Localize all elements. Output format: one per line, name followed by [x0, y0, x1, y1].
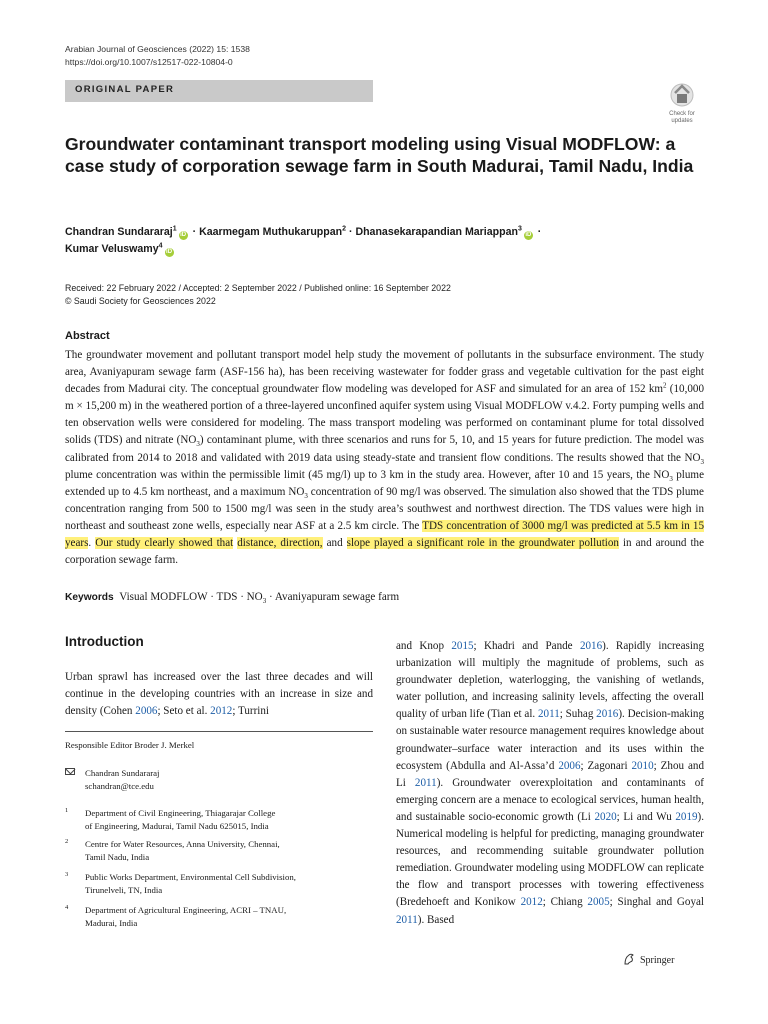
- body-text: ). Decision-making on sustainable water resource management requires knowledge about groundwater–surface water interaction and its uses within the ecosystem (Abdulla and Al-Assa’d: [396, 708, 704, 772]
- author-list: Chandran Sundararaj$^1$ iD · Kaarmegam Muthukaruppan$^2$ · Dhanasekarapandian Mariappan$^3$ iD · Kumar Veluswamy$^4$ iD: [65, 225, 542, 255]
- highlighted-text: TDS concentration of 3000 mg/l was predicted at 5.5 km in 15 years: [65, 519, 704, 550]
- author-name[interactable]: Chandran Sundararaj: [65, 226, 173, 238]
- affiliation-number: 4: [65, 904, 69, 911]
- affiliation-number: 2: [65, 838, 69, 845]
- body-text: ; Zhou and Li: [396, 759, 704, 789]
- corresponding-author-name: Chandran Sundararaj: [85, 768, 160, 778]
- crossmark-line2: updates: [671, 118, 693, 124]
- paper-title: Groundwater contaminant transport modeling using Visual MODFLOW: a case study of corporation sewage farm in South Madurai, Tamil Nadu, India: [65, 134, 694, 176]
- citation-link[interactable]: 2016: [596, 708, 619, 721]
- body-text: Urban sprawl has increased over the last three decades and will continue in the developing countries with an increase in size and density (Cohen: [65, 671, 373, 718]
- author-name[interactable]: Kumar Veluswamy: [65, 243, 159, 255]
- body-text: ). Based: [417, 913, 455, 926]
- citation-link[interactable]: 2012: [210, 705, 233, 718]
- abstract-text: [65, 347, 704, 569]
- article-type-label: ORIGINAL PAPER: [75, 84, 175, 95]
- affiliation-line: of Engineering, Madurai, Tamil Nadu 625015, India: [85, 820, 269, 831]
- abstract-segment: ) contaminant plume, with three scenarios and runs for 5, 10, and 15 years for future prediction. The model was calibrated from 2014 to 2018 and validated with 2019 data using steady-state and transient flow conditions. The results showed that the NO: [65, 434, 704, 464]
- affiliation-line: Tirunelveli, TN, India: [85, 884, 163, 895]
- body-text: ; Singhal and Goyal: [609, 896, 704, 909]
- citation-link[interactable]: 2005: [587, 896, 610, 909]
- citation-link[interactable]: 2006: [135, 705, 158, 718]
- keywords-label: Keywords: [65, 592, 114, 603]
- author-name[interactable]: Kaarmegam Muthukaruppan: [199, 226, 343, 238]
- body-text: ). Rapidly increasing urbanization will multiply the magnitude of problems, such as groundwater depletion, waterlogging, the vanishing of wetlands, water pollution, and increasing salinity levels, affecting the overall quality of urban life (Tian et al.: [396, 640, 704, 721]
- citation-link[interactable]: 2006: [558, 759, 581, 772]
- keywords-text: Visual MODFLOW · TDS · NO: [119, 591, 263, 603]
- highlighted-text: Our study clearly showed that: [95, 537, 234, 550]
- springer-horse-icon: [622, 952, 636, 966]
- author-affiliation-mark: 1: [172, 225, 177, 233]
- body-text: ; Li and Wu: [616, 810, 676, 823]
- citation-link[interactable]: 2016: [579, 640, 603, 652]
- affiliation-line: Public Works Department, Environmental Cell Subdivision,: [85, 872, 296, 882]
- citation-link[interactable]: 2020: [594, 810, 617, 823]
- body-text: ; Zagonari: [580, 759, 632, 772]
- journal-header: [65, 43, 250, 69]
- keywords-text: · Avaniyapuram sewage farm: [266, 591, 400, 603]
- superscript: 2: [663, 381, 667, 390]
- subscript: 3: [304, 491, 308, 500]
- body-text: ; Chiang: [542, 896, 588, 909]
- subscript: 3: [700, 457, 704, 466]
- publication-dates: [65, 282, 451, 307]
- author-affiliation-mark: 4: [158, 242, 163, 250]
- abstract-segment: plume extended up to 4.5 km northeast, and a maximum NO: [65, 468, 704, 498]
- responsible-editor: Responsible Editor Broder J. Merkel: [65, 740, 195, 750]
- doi-link[interactable]: https://doi.org/10.1007/s12517-022-10804-0: [65, 57, 233, 67]
- publisher-logo: [622, 952, 674, 966]
- affiliation-number: 1: [65, 807, 69, 814]
- publisher-name: Springer: [640, 955, 675, 966]
- citation-link[interactable]: 2011: [537, 708, 560, 721]
- abstract-segment: in and around the corporation sewage farm.: [65, 537, 704, 567]
- check-for-updates-badge[interactable]: [662, 82, 702, 126]
- keywords-line: [65, 589, 705, 606]
- copyright-line: © Saudi Society for Geosciences 2022: [65, 295, 216, 306]
- abstract-segment: concentration of 90 mg/l was observed. The simulation also showed that the TDS plume concentration ranging from 500 to 1500 mg/l was seen in the study area’s southwest and northwest direction. The TDS values were high in northeast and southeast zone wells, especially near ASF at a 2.5 km circle. The: [65, 485, 704, 532]
- affiliation-line: Department of Civil Engineering, Thiagarajar College: [85, 808, 276, 818]
- introduction-heading: Introduction: [65, 634, 144, 649]
- journal-citation: Arabian Journal of Geosciences (2022) 15: 1538: [65, 44, 250, 54]
- affiliation-line: Madurai, India: [85, 917, 138, 928]
- body-text: ; Turrini: [232, 705, 270, 718]
- citation-link[interactable]: 2010: [631, 759, 654, 772]
- article-type-banner: [65, 80, 373, 102]
- orcid-icon[interactable]: iD: [180, 232, 187, 238]
- introduction-left-column: [65, 669, 373, 720]
- orcid-icon[interactable]: iD: [166, 249, 173, 255]
- abstract-heading: Abstract: [65, 330, 110, 342]
- affiliation-line: Tamil Nadu, India: [85, 851, 150, 862]
- citation-link[interactable]: 2011: [396, 913, 418, 926]
- author-name[interactable]: Dhanasekarapandian Mariappan: [355, 226, 518, 238]
- subscript: 3: [196, 440, 200, 449]
- crossmark-line1: Check for: [669, 111, 695, 117]
- affiliation-line: Centre for Water Resources, Anna University, Chennai,: [85, 839, 280, 849]
- citation-link[interactable]: 2015: [451, 640, 474, 652]
- received-accepted-published: Received: 22 February 2022 / Accepted: 2 September 2022 / Published online: 16 September 2022: [65, 283, 451, 293]
- body-text: ; Suhag: [559, 708, 597, 721]
- citation-link[interactable]: 2019: [675, 810, 698, 823]
- citation-link[interactable]: 2012: [520, 896, 543, 909]
- affiliation-line: Department of Agricultural Engineering, ACRI – TNAU,: [85, 905, 287, 915]
- subscript: 3: [669, 474, 673, 483]
- abstract-segment: .: [88, 537, 96, 550]
- crossmark-icon: [662, 82, 702, 126]
- body-text: ; Khadri and Pande: [473, 640, 580, 652]
- orcid-icon[interactable]: iD: [525, 232, 532, 238]
- body-text: ). Groundwater overexploitation and contaminants of emerging concern are a menace to ecological services, human health, and sustainable socio-economic growth (Li: [396, 776, 704, 823]
- abstract-segment: plume concentration was within the permissible limit (45 mg/l) up to 3 km in the study area. However, after 10 and 15 years, the NO: [65, 468, 670, 481]
- body-text: ). Numerical modeling is helpful for predicting, managing groundwater resources, and recommending suitable groundwater pollution remediation. Groundwater modeling using MODFLOW can replicate the flow and transport processes with towering effectiveness (Bredehoeft and Konikow: [396, 810, 704, 909]
- author-affiliation-mark: 3: [517, 225, 522, 233]
- envelope-icon: [65, 768, 75, 775]
- affiliation-number: 3: [65, 871, 69, 878]
- subscript: 3: [262, 597, 267, 606]
- introduction-right-column: [396, 638, 704, 929]
- corresponding-author-email[interactable]: schandran@tce.edu: [85, 780, 154, 791]
- abstract-segment: The groundwater movement and pollutant transport model help study the movement of pollutants in the subsurface environment. The study area, Avaniyapuram sewage farm (ASF-156 ha), has been receiving wastewater for fodder grass and vegetable cultivation for the past eight decades from Madurai city. The conceptual groundwater flow modeling was developed for ASF and simulated for an area of 152 km: [65, 349, 704, 396]
- abstract-segment: (10,000 m × 15,200 m) in the weathered portion of a three-layered unconfined aquifer system using Visual MODFLOW v.4.2. Forty pumping wells and ten observation wells were considered for modeling. The mass transport modeling was performed on contaminant plume for total dissolved solids (TDS) and nitrate (NO: [65, 383, 704, 447]
- highlighted-text: slope played a significant role in the groundwater pollution: [346, 537, 619, 550]
- highlighted-text: distance, direction,: [237, 537, 323, 550]
- body-text: ; Seto et al.: [157, 705, 211, 718]
- footnote-divider: [65, 731, 373, 732]
- citation-link[interactable]: 2011: [414, 776, 437, 789]
- abstract-segment: and: [322, 537, 347, 550]
- author-affiliation-mark: 2: [342, 225, 347, 233]
- body-text: and Knop: [396, 640, 452, 652]
